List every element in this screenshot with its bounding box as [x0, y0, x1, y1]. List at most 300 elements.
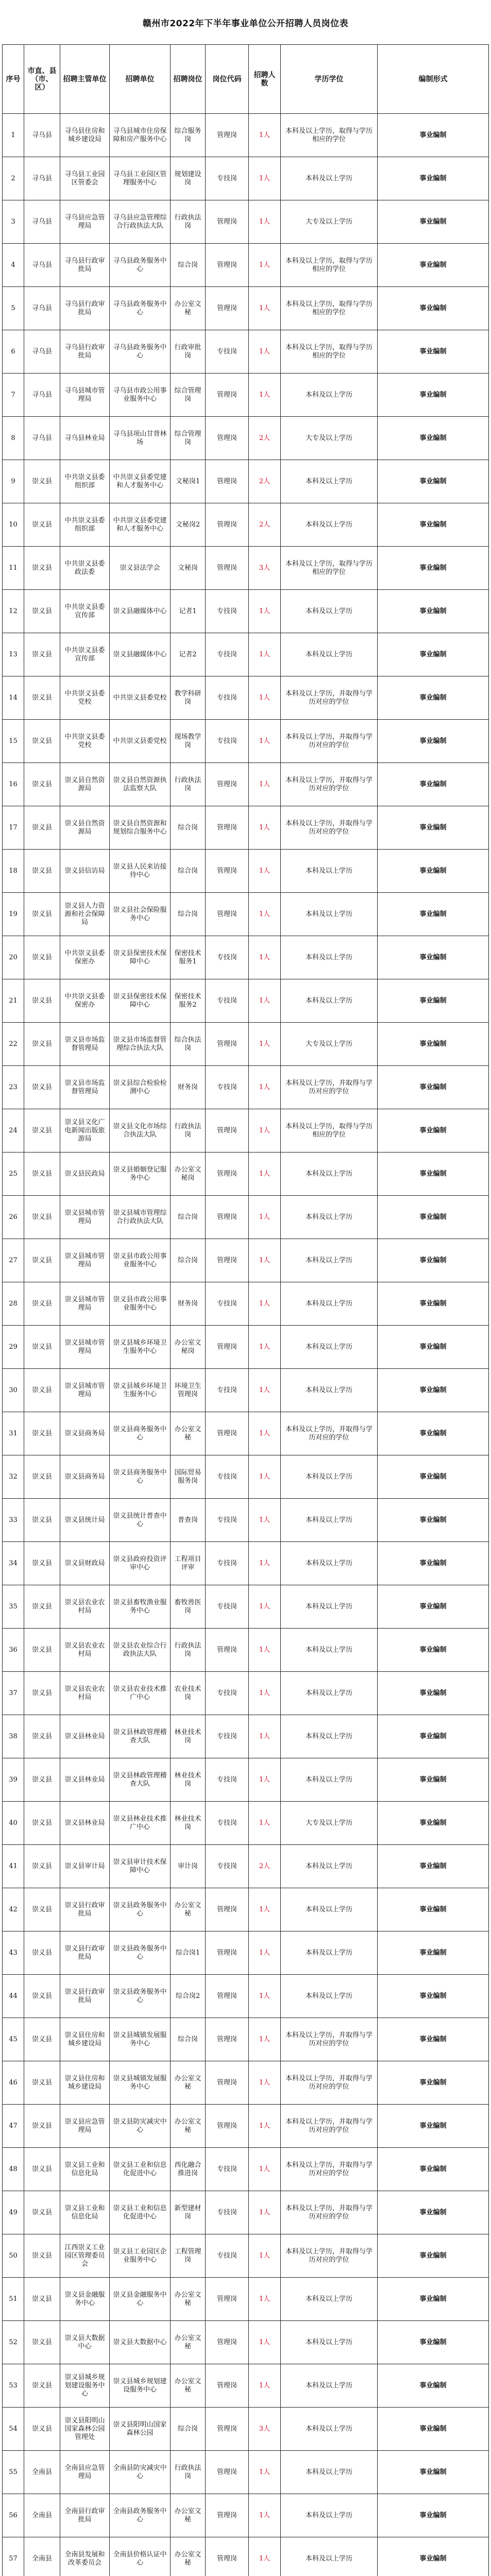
cell-code: 管理岗	[206, 763, 249, 806]
cell-num: 1人	[249, 1499, 281, 1542]
cell-num: 1人	[249, 2018, 281, 2061]
cell-num: 1人	[249, 1715, 281, 1758]
cell-form: 事业编制	[378, 1153, 489, 1196]
cell-unit: 崇义县商务服务中心	[110, 1455, 171, 1499]
cell-dept: 崇义县应急管理局	[60, 2105, 110, 2148]
cell-county: 崇义县	[24, 2061, 60, 2105]
cell-edu: 本科及以上学历	[281, 2364, 378, 2408]
cell-num: 1人	[249, 590, 281, 633]
cell-unit: 寻乌县项山甘背林场	[110, 417, 171, 460]
cell-post: 保密技术服务1	[171, 936, 206, 979]
cell-form: 事业编制	[378, 2278, 489, 2321]
cell-edu: 本科及以上学历	[281, 460, 378, 503]
cell-num: 1人	[249, 2061, 281, 2105]
cell-num: 1人	[249, 1196, 281, 1239]
cell-county: 崇义县	[24, 460, 60, 503]
table-row	[3, 1109, 489, 1153]
cell-seq: 38	[3, 1715, 24, 1758]
cell-dept: 江西崇义工业园区管理委员会	[60, 2234, 110, 2278]
cell-seq: 56	[3, 2494, 24, 2537]
cell-num: 1人	[249, 114, 281, 157]
cell-code: 专技岗	[206, 590, 249, 633]
cell-form: 事业编制	[378, 2494, 489, 2537]
cell-seq: 48	[3, 2148, 24, 2191]
cell-num: 1人	[249, 2451, 281, 2494]
cell-edu: 本科及以上学历	[281, 2494, 378, 2537]
cell-unit: 崇义县融媒体中心	[110, 633, 171, 676]
cell-code: 管理岗	[206, 850, 249, 893]
cell-num: 1人	[249, 2234, 281, 2278]
table-row	[3, 763, 489, 806]
cell-dept: 崇义县自然资源局	[60, 763, 110, 806]
table-row	[3, 2537, 489, 2576]
cell-edu: 本科及以上学历	[281, 1629, 378, 1672]
cell-county: 崇义县	[24, 1629, 60, 1672]
cell-seq: 42	[3, 1888, 24, 1931]
cell-county: 崇义县	[24, 1931, 60, 1975]
cell-seq: 33	[3, 1499, 24, 1542]
cell-code: 管理岗	[206, 1153, 249, 1196]
cell-county: 寻乌县	[24, 374, 60, 417]
cell-edu: 本科及以上学历，并取得与学历对应的学位	[281, 2105, 378, 2148]
cell-num: 1人	[249, 244, 281, 287]
cell-edu: 本科及以上学历，并取得与学历对应的学位	[281, 2061, 378, 2105]
cell-unit: 崇义县综合检验检测中心	[110, 1066, 171, 1109]
cell-edu: 本科及以上学历	[281, 1282, 378, 1326]
cell-code: 管理岗	[206, 1326, 249, 1369]
table-row	[3, 633, 489, 676]
cell-dept: 寻乌县行政审批局	[60, 287, 110, 330]
cell-code: 专技岗	[206, 1672, 249, 1715]
cell-seq: 35	[3, 1585, 24, 1629]
cell-post: 林业技术岗	[171, 1715, 206, 1758]
cell-post: 国际贸易服务岗	[171, 1455, 206, 1499]
cell-seq: 10	[3, 503, 24, 547]
cell-form: 事业编制	[378, 806, 489, 850]
cell-county: 全南县	[24, 2451, 60, 2494]
cell-unit: 崇义县工业和信息化促进中心	[110, 2148, 171, 2191]
header-form: 编制形式	[378, 45, 489, 114]
cell-code: 管理岗	[206, 2105, 249, 2148]
table-row	[3, 2364, 489, 2408]
cell-edu: 本科及以上学历	[281, 503, 378, 547]
cell-post: 行政执法岗	[171, 763, 206, 806]
cell-seq: 49	[3, 2191, 24, 2234]
cell-edu: 本科及以上学历，并取得与学历对应的学位	[281, 720, 378, 763]
cell-code: 管理岗	[206, 200, 249, 244]
cell-unit: 崇义县婚姻登记服务中心	[110, 1153, 171, 1196]
cell-edu: 本科及以上学历，取得与学历相应的学位	[281, 287, 378, 330]
cell-num: 1人	[249, 1066, 281, 1109]
cell-post: 办公室文秘	[171, 2364, 206, 2408]
cell-edu: 本科及以上学历，取得与学历相应的学位	[281, 114, 378, 157]
cell-code: 专技岗	[206, 633, 249, 676]
cell-unit: 崇义县城乡规划建设服务中心	[110, 2364, 171, 2408]
cell-num: 1人	[249, 1585, 281, 1629]
cell-dept: 崇义县城市管理局	[60, 1282, 110, 1326]
cell-unit: 寻乌县政务服务中心	[110, 287, 171, 330]
cell-seq: 4	[3, 244, 24, 287]
cell-edu: 本科及以上学历	[281, 1715, 378, 1758]
cell-code: 专技岗	[206, 1542, 249, 1585]
cell-num: 1人	[249, 1412, 281, 1455]
cell-code: 管理岗	[206, 1239, 249, 1282]
cell-code: 专技岗	[206, 1066, 249, 1109]
cell-form: 事业编制	[378, 2408, 489, 2451]
cell-form: 事业编制	[378, 503, 489, 547]
cell-edu: 本科及以上学历，并取得与学历对应的学位	[281, 1412, 378, 1455]
cell-form: 事业编制	[378, 2105, 489, 2148]
cell-dept: 中共崇义县委政法委	[60, 547, 110, 590]
cell-dept: 崇义县林业局	[60, 1715, 110, 1758]
table-row	[3, 2494, 489, 2537]
cell-county: 寻乌县	[24, 287, 60, 330]
cell-edu: 本科及以上学历，取得与学历相应的学位	[281, 244, 378, 287]
cell-edu: 本科及以上学历	[281, 1455, 378, 1499]
cell-num: 1人	[249, 676, 281, 720]
cell-post: 新型建材岗	[171, 2191, 206, 2234]
cell-form: 事业编制	[378, 417, 489, 460]
cell-edu: 本科及以上学历，并取得与学历对应的学位	[281, 2234, 378, 2278]
cell-seq: 47	[3, 2105, 24, 2148]
cell-post: 综合管理岗	[171, 417, 206, 460]
cell-county: 崇义县	[24, 1758, 60, 1802]
cell-dept: 全南县发展和改革委员会	[60, 2537, 110, 2576]
cell-unit: 崇义县政务服务中心	[110, 1931, 171, 1975]
cell-form: 事业编制	[378, 763, 489, 806]
cell-num: 1人	[249, 1542, 281, 1585]
cell-edu: 大专及以上学历	[281, 417, 378, 460]
cell-seq: 6	[3, 330, 24, 374]
cell-seq: 5	[3, 287, 24, 330]
cell-code: 管理岗	[206, 374, 249, 417]
cell-edu: 本科及以上学历	[281, 633, 378, 676]
table-row	[3, 2278, 489, 2321]
cell-post: 办公室文秘岗	[171, 1153, 206, 1196]
cell-edu: 本科及以上学历	[281, 1672, 378, 1715]
cell-code: 管理岗	[206, 1888, 249, 1931]
cell-num: 3人	[249, 547, 281, 590]
cell-county: 崇义县	[24, 1196, 60, 1239]
cell-num: 1人	[249, 2105, 281, 2148]
table-row	[3, 1239, 489, 1282]
cell-num: 1人	[249, 1369, 281, 1412]
cell-form: 事业编制	[378, 720, 489, 763]
cell-dept: 崇义县行政审批局	[60, 1931, 110, 1975]
cell-county: 崇义县	[24, 2321, 60, 2364]
cell-dept: 崇义县城市管理局	[60, 1369, 110, 1412]
cell-dept: 寻乌县工业园区管委会	[60, 157, 110, 200]
cell-code: 专技岗	[206, 330, 249, 374]
cell-county: 崇义县	[24, 2278, 60, 2321]
cell-unit: 崇义县政务服务中心	[110, 1888, 171, 1931]
cell-num: 1人	[249, 2494, 281, 2537]
cell-code: 管理岗	[206, 417, 249, 460]
cell-dept: 崇义县工业和信息化局	[60, 2148, 110, 2191]
cell-form: 事业编制	[378, 287, 489, 330]
cell-code: 管理岗	[206, 114, 249, 157]
cell-form: 事业编制	[378, 676, 489, 720]
cell-unit: 全南县价格认证中心	[110, 2537, 171, 2576]
table-row	[3, 503, 489, 547]
page-title: 赣州市2022年下半年事业单位公开招聘人员岗位表	[142, 18, 349, 29]
cell-unit: 崇义县大数据中心	[110, 2321, 171, 2364]
cell-form: 事业编制	[378, 936, 489, 979]
cell-county: 寻乌县	[24, 417, 60, 460]
cell-num: 3人	[249, 2408, 281, 2451]
cell-dept: 崇义县城市管理局	[60, 1326, 110, 1369]
cell-edu: 本科及以上学历	[281, 893, 378, 936]
cell-post: 综合岗	[171, 806, 206, 850]
cell-unit: 中共崇义县委党校	[110, 676, 171, 720]
cell-county: 崇义县	[24, 2191, 60, 2234]
cell-post: 记者2	[171, 633, 206, 676]
cell-form: 事业编制	[378, 1672, 489, 1715]
cell-county: 崇义县	[24, 1153, 60, 1196]
cell-post: 行政执法岗	[171, 1109, 206, 1153]
cell-dept: 崇义县农业农村局	[60, 1629, 110, 1672]
table-row	[3, 374, 489, 417]
cell-code: 管理岗	[206, 2321, 249, 2364]
cell-post: 财务岗	[171, 1066, 206, 1109]
cell-unit: 全南县政务服务中心	[110, 2494, 171, 2537]
cell-seq: 20	[3, 936, 24, 979]
cell-num: 1人	[249, 1023, 281, 1066]
cell-county: 崇义县	[24, 1282, 60, 1326]
cell-unit: 崇义县市政公用事业服务中心	[110, 1282, 171, 1326]
cell-dept: 崇义县农业农村局	[60, 1672, 110, 1715]
header-num: 招聘人数	[249, 45, 281, 114]
header-edu: 学历学位	[281, 45, 378, 114]
table-row	[3, 244, 489, 287]
table-row	[3, 1758, 489, 1802]
cell-post: 办公室文秘	[171, 2537, 206, 2576]
cell-seq: 24	[3, 1109, 24, 1153]
cell-post: 综合岗	[171, 1239, 206, 1282]
cell-unit: 崇义县人民来访接待中心	[110, 850, 171, 893]
cell-county: 全南县	[24, 2537, 60, 2576]
table-header	[3, 45, 489, 114]
cell-dept: 中共崇义县委宣传部	[60, 590, 110, 633]
cell-form: 事业编制	[378, 1845, 489, 1888]
cell-post: 林业技术岗	[171, 1802, 206, 1845]
cell-code: 管理岗	[206, 2537, 249, 2576]
cell-form: 事业编制	[378, 547, 489, 590]
cell-unit: 崇义县自然资源和规划综合服务中心	[110, 806, 171, 850]
cell-county: 崇义县	[24, 720, 60, 763]
cell-dept: 中共崇义县委组织部	[60, 503, 110, 547]
cell-code: 专技岗	[206, 1455, 249, 1499]
cell-edu: 本科及以上学历	[281, 1845, 378, 1888]
cell-dept: 崇义县行政审批局	[60, 1888, 110, 1931]
cell-edu: 大专及以上学历	[281, 200, 378, 244]
cell-code: 专技岗	[206, 1845, 249, 1888]
cell-seq: 54	[3, 2408, 24, 2451]
cell-code: 管理岗	[206, 1412, 249, 1455]
cell-post: 行政审批岗	[171, 330, 206, 374]
cell-dept: 中共崇义县委组织部	[60, 460, 110, 503]
cell-county: 崇义县	[24, 936, 60, 979]
cell-edu: 本科及以上学历，并取得与学历对应的学位	[281, 806, 378, 850]
cell-edu: 本科及以上学历	[281, 2321, 378, 2364]
table-row	[3, 1066, 489, 1109]
cell-dept: 全南县应急管理局	[60, 2451, 110, 2494]
cell-edu: 本科及以上学历	[281, 1499, 378, 1542]
cell-county: 崇义县	[24, 1499, 60, 1542]
cell-num: 1人	[249, 1109, 281, 1153]
cell-unit: 中共崇义县委党校	[110, 720, 171, 763]
cell-post: 财务岗	[171, 1282, 206, 1326]
cell-code: 专技岗	[206, 1499, 249, 1542]
cell-post: 综合岗	[171, 850, 206, 893]
cell-num: 1人	[249, 1802, 281, 1845]
cell-unit: 崇义县审计技术保障中心	[110, 1845, 171, 1888]
cell-post: 综合服务岗	[171, 114, 206, 157]
cell-dept: 崇义县民政局	[60, 1153, 110, 1196]
cell-post: 畜牧兽医岗	[171, 1585, 206, 1629]
cell-post: 记者1	[171, 590, 206, 633]
cell-form: 事业编制	[378, 2537, 489, 2576]
cell-code: 管理岗	[206, 2061, 249, 2105]
cell-edu: 本科及以上学历	[281, 2408, 378, 2451]
cell-dept: 中共崇义县委宣传部	[60, 633, 110, 676]
cell-code: 管理岗	[206, 2408, 249, 2451]
cell-form: 事业编制	[378, 633, 489, 676]
table-row	[3, 1326, 489, 1369]
cell-dept: 崇义县城市管理局	[60, 1239, 110, 1282]
cell-form: 事业编制	[378, 1412, 489, 1455]
cell-county: 崇义县	[24, 1672, 60, 1715]
cell-form: 事业编制	[378, 2234, 489, 2278]
cell-unit: 寻乌县应急管理综合行政执法大队	[110, 200, 171, 244]
table-row	[3, 893, 489, 936]
cell-dept: 崇义县自然资源局	[60, 806, 110, 850]
cell-post: 办公室文秘	[171, 1412, 206, 1455]
cell-form: 事业编制	[378, 590, 489, 633]
cell-unit: 崇义县自然资源执法监察大队	[110, 763, 171, 806]
cell-form: 事业编制	[378, 2364, 489, 2408]
cell-code: 专技岗	[206, 2148, 249, 2191]
cell-num: 1人	[249, 157, 281, 200]
cell-unit: 中共崇义县委党建和人才服务中心	[110, 503, 171, 547]
cell-county: 寻乌县	[24, 114, 60, 157]
table-row	[3, 2321, 489, 2364]
cell-seq: 40	[3, 1802, 24, 1845]
cell-form: 事业编制	[378, 2018, 489, 2061]
cell-edu: 本科及以上学历	[281, 979, 378, 1023]
cell-post: 办公室文秘	[171, 2321, 206, 2364]
cell-post: 行政执法岗	[171, 1629, 206, 1672]
cell-edu: 本科及以上学历	[281, 1542, 378, 1585]
cell-county: 崇义县	[24, 1715, 60, 1758]
cell-unit: 崇义县法学会	[110, 547, 171, 590]
table-row	[3, 1629, 489, 1672]
cell-county: 崇义县	[24, 1888, 60, 1931]
cell-form: 事业编制	[378, 2321, 489, 2364]
cell-form: 事业编制	[378, 1975, 489, 2018]
cell-unit: 寻乌县市政公用事业服务中心	[110, 374, 171, 417]
cell-code: 专技岗	[206, 1282, 249, 1326]
cell-form: 事业编制	[378, 1715, 489, 1758]
cell-code: 管理岗	[206, 503, 249, 547]
cell-county: 崇义县	[24, 1326, 60, 1369]
cell-seq: 1	[3, 114, 24, 157]
cell-edu: 本科及以上学历	[281, 1585, 378, 1629]
cell-num: 1人	[249, 1629, 281, 1672]
cell-form: 事业编制	[378, 1542, 489, 1585]
header-seq: 序号	[3, 45, 24, 114]
header-unit: 招聘单位	[110, 45, 171, 114]
cell-seq: 32	[3, 1455, 24, 1499]
cell-num: 1人	[249, 374, 281, 417]
cell-unit: 崇义县统计普查中心	[110, 1499, 171, 1542]
table-row	[3, 460, 489, 503]
table-row	[3, 200, 489, 244]
cell-unit: 崇义县畜牧渔业服务中心	[110, 1585, 171, 1629]
cell-seq: 25	[3, 1153, 24, 1196]
table-row	[3, 720, 489, 763]
table-body	[3, 114, 489, 2576]
cell-form: 事业编制	[378, 114, 489, 157]
cell-dept: 中共崇义县委保密办	[60, 936, 110, 979]
cell-code: 管理岗	[206, 2451, 249, 2494]
cell-num: 1人	[249, 287, 281, 330]
cell-code: 管理岗	[206, 1931, 249, 1975]
cell-post: 行政执法岗	[171, 2451, 206, 2494]
cell-county: 崇义县	[24, 850, 60, 893]
cell-post: 工程项目评审	[171, 1542, 206, 1585]
cell-num: 1人	[249, 850, 281, 893]
table-row	[3, 2234, 489, 2278]
cell-dept: 崇义县金融服务中心	[60, 2278, 110, 2321]
cell-dept: 崇义县阳明山国家森林公园管理处	[60, 2408, 110, 2451]
cell-post: 现场教学岗	[171, 720, 206, 763]
cell-county: 崇义县	[24, 1845, 60, 1888]
cell-unit: 崇义县城镇发展服务中心	[110, 2061, 171, 2105]
cell-unit: 崇义县农业综合行政执法大队	[110, 1629, 171, 1672]
cell-dept: 中共崇义县委保密办	[60, 979, 110, 1023]
cell-edu: 本科及以上学历，并取得与学历对应的学位	[281, 2018, 378, 2061]
cell-dept: 寻乌县应急管理局	[60, 200, 110, 244]
cell-edu: 本科及以上学历	[281, 590, 378, 633]
cell-num: 1人	[249, 1326, 281, 1369]
cell-seq: 23	[3, 1066, 24, 1109]
cell-dept: 寻乌县行政审批局	[60, 330, 110, 374]
cell-post: 综合岗	[171, 1196, 206, 1239]
cell-county: 崇义县	[24, 2105, 60, 2148]
cell-form: 事业编制	[378, 1239, 489, 1282]
cell-county: 寻乌县	[24, 244, 60, 287]
cell-dept: 中共崇义县委党校	[60, 676, 110, 720]
cell-form: 事业编制	[378, 1023, 489, 1066]
cell-dept: 崇义县财政局	[60, 1542, 110, 1585]
cell-num: 1人	[249, 1931, 281, 1975]
cell-form: 事业编制	[378, 1109, 489, 1153]
cell-edu: 本科及以上学历	[281, 936, 378, 979]
cell-seq: 11	[3, 547, 24, 590]
cell-num: 1人	[249, 2537, 281, 2576]
cell-post: 办公室文秘	[171, 2278, 206, 2321]
cell-seq: 50	[3, 2234, 24, 2278]
cell-unit: 崇义县金融服务中心	[110, 2278, 171, 2321]
cell-county: 崇义县	[24, 1455, 60, 1499]
cell-seq: 37	[3, 1672, 24, 1715]
cell-num: 1人	[249, 936, 281, 979]
cell-code: 管理岗	[206, 893, 249, 936]
cell-post: 综合执法岗	[171, 1023, 206, 1066]
cell-unit: 崇义县文化市场综合执法大队	[110, 1109, 171, 1153]
table-row	[3, 1585, 489, 1629]
